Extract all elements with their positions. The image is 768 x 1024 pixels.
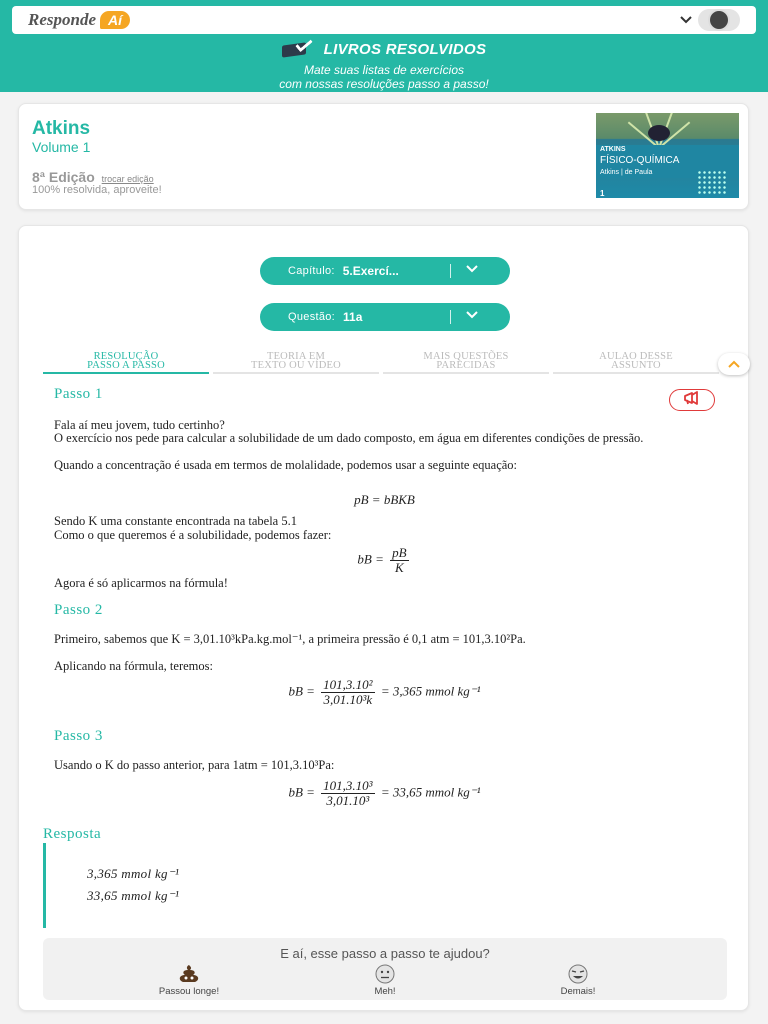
book-status: 100% resolvida, aproveite! [32,184,162,196]
step-1-paragraph: Quando a concentração é usada em termos de molalidade, podemos usar a seguinte equação: [54,458,518,472]
question-select-label: Questão: [288,311,336,323]
header-band [0,0,768,92]
avatar[interactable] [698,9,740,31]
promo-banner[interactable] [0,40,768,91]
promo-title-row [282,40,487,58]
book-check-icon [282,40,316,58]
step-3-formula [19,779,750,808]
logo-bubble: Aí [100,11,130,29]
feedback-question: E aí, esse passo a passo te ajudou? [280,946,490,961]
step-1-paragraph: Fala aí meu jovem, tudo certinho? [54,418,225,432]
promo-subtitle-2: com nossas resoluções passo a passo! [279,77,489,91]
star-struck-face-icon [567,964,589,984]
feedback-option-label: Passou longe! [158,986,220,997]
step-1-paragraph: Agora é só aplicarmos na fórmula! [54,576,228,590]
avatar-image [708,9,730,31]
tab-line1: RESOLUÇÃO [93,351,159,362]
formula-numerator: 101,3.10² [323,677,373,692]
feedback-box [43,938,727,1000]
step-1-formula: pB = bBKB [354,492,415,507]
step-3-paragraph: Usando o K do passo anterior, para 1atm = 101,3.10³Pa: [54,758,335,772]
step-1-paragraph: Sendo K uma constante encontrada na tabela 5.1 [54,514,297,528]
formula-numerator: pB [392,545,407,560]
step-2-paragraph: Primeiro, sabemos que K = 3,01.10³kPa.kg.mol⁻¹, a primeira pressão é 0,1 atm = 101,3.10²Pa. [54,632,526,646]
formula-lhs: bB = [288,784,315,800]
formula-rhs: = 33,65 mmol kg⁻¹ [380,784,481,800]
answer-line: 3,365 mmol kg⁻¹ [87,866,180,881]
user-menu[interactable] [680,9,740,31]
solution-panel [18,225,749,1011]
question-select-value: 11a [343,310,363,324]
chevron-down-icon[interactable] [680,13,692,27]
tab-line2: PARECIDAS [436,360,496,371]
cover-number: 1 [600,189,605,198]
promo-subtitle-1: Mate suas listas de exercícios [303,63,465,77]
formula-denominator: K [395,560,404,575]
step-2-title: Passo 2 [54,602,103,618]
step-1-fraction-formula [19,546,750,575]
navbar [12,6,756,34]
book-edition-label: 8ª Edição [32,169,95,185]
formula-denominator: 3,01.10³k [323,692,373,707]
answer-title: Resposta [43,826,102,842]
tab-line1: AULÃO DESSE [599,352,673,362]
book-edition [32,169,154,185]
step-1-title: Passo 1 [54,386,103,402]
chapter-select-label: Capítulo: [288,265,335,277]
meh-face-icon [374,964,396,984]
tab-line2: PASSO A PASSO [87,360,165,371]
book-title: Atkins [32,118,91,139]
step-2-formula [19,678,750,707]
tab-line2: ASSUNTO [611,360,661,371]
feedback-option-meh[interactable] [330,964,440,997]
answer-line: 33,65 mmol kg⁻¹ [87,888,180,903]
book-cover [596,113,739,198]
step-3-title: Passo 3 [54,728,103,744]
feedback-option-label: Meh! [374,986,396,997]
change-edition-link[interactable]: trocar edição [101,174,154,184]
answer-accent-bar [43,843,46,928]
tab-line1: MAIS QUESTÕES [423,351,509,362]
formula-lhs: bB = [357,551,384,567]
cover-series: ATKINS [600,146,626,153]
report-error-button[interactable] [669,389,715,411]
poop-icon [178,964,200,984]
book-volume: Volume 1 [32,139,91,155]
cover-authors: Atkins | de Paula [600,169,653,176]
solution-content [19,226,750,1012]
cover-title: FÍSICO-QUÍMICA [600,155,680,166]
megaphone-icon [683,391,701,409]
tab-line1: TEORIA EM [266,351,326,362]
step-1-paragraph: Como o que queremos é a solubilidade, podemos fazer: [54,528,332,542]
tab-line2: TEXTO OU VÍDEO [251,360,341,371]
step-1-paragraph: O exercício nos pede para calcular a solubilidade de um dado composto, em água em diferentes condições de pressão. [54,431,644,445]
formula-denominator: 3,01.10³ [326,793,370,808]
formula-lhs: bB = [288,683,315,699]
feedback-option-bad[interactable] [134,964,244,997]
logo[interactable] [28,10,130,30]
logo-text: Responde [28,10,96,29]
feedback-option-label: Demais! [560,986,596,997]
promo-title: LIVROS RESOLVIDOS [323,40,487,58]
formula-rhs: = 3,365 mmol kg⁻¹ [380,683,481,699]
chapter-select-value: 5.Exercí... [342,264,399,278]
feedback-option-great[interactable] [523,964,633,997]
book-card [18,103,749,210]
step-2-paragraph: Aplicando na fórmula, teremos: [54,659,213,673]
formula-numerator: 101,3.10³ [323,778,373,793]
